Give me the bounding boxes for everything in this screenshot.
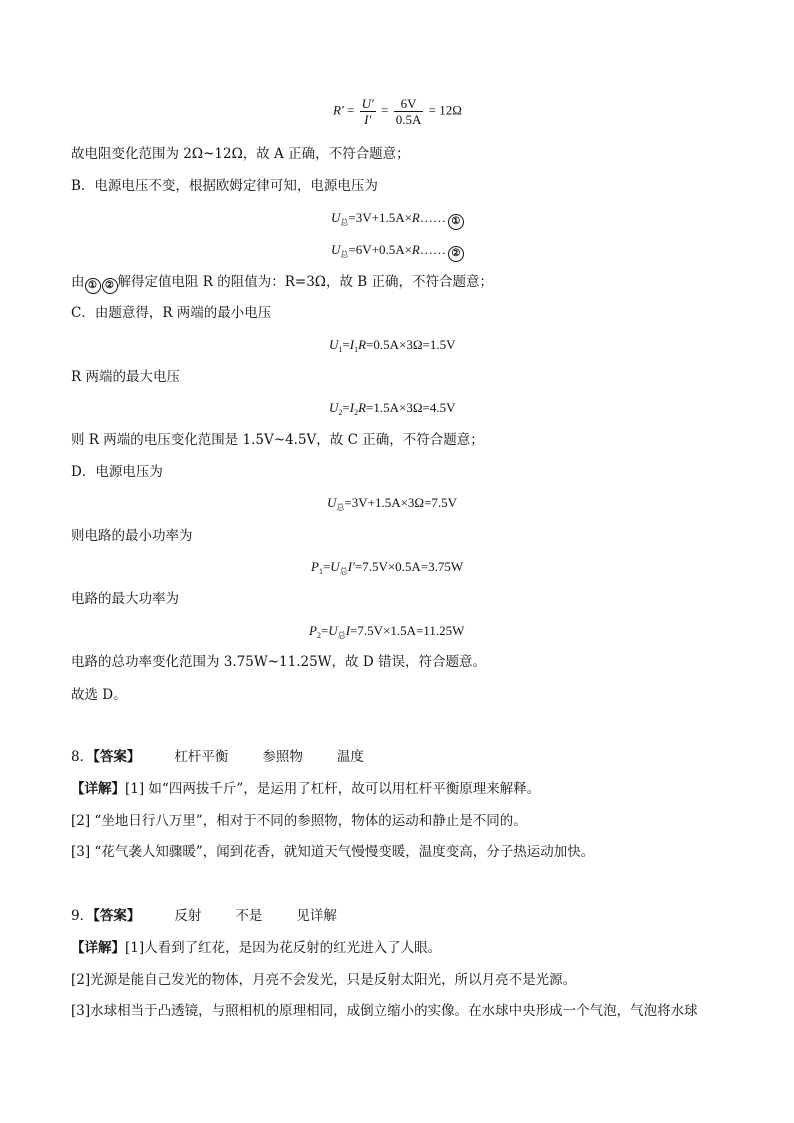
eq-subscript: 总 — [336, 503, 345, 512]
eq-subscript: 1 — [318, 567, 323, 576]
text-line: 则电路的最小功率为 — [71, 528, 193, 544]
answer-tag: 【答案】 — [93, 749, 141, 765]
eq-symbol: P — [309, 623, 317, 638]
eq-symbol: U — [331, 210, 341, 225]
eq-symbol: I — [349, 337, 355, 352]
eq-symbol: I — [349, 400, 355, 415]
fraction-numerator: U′ — [361, 96, 374, 111]
text-line: B．电源电压不变，根据欧姆定律可知，电源电压为 — [71, 178, 378, 194]
detail-text: [1]人看到了红花，是因为花反射的红光进入了人眼。 — [125, 940, 442, 956]
detail-tag: 【详解】 — [71, 781, 125, 797]
equation-5 — [327, 494, 457, 517]
formula-lhs: R′ — [333, 102, 344, 118]
equation-4 — [329, 399, 455, 422]
text-line — [71, 273, 493, 294]
text-line: R 两端的最大电压 — [71, 369, 180, 385]
eq-dots: …… — [419, 242, 446, 257]
text-line: 故电阻变化范围为 2Ω~12Ω，故 A 正确，不符合题意； — [71, 146, 410, 162]
q8-detail-line: [2] “坐地日行八万里”，相对于不同的参照物，物体的运动和静止是不同的。 — [71, 813, 527, 829]
eq-symbol: R — [358, 337, 367, 352]
fraction-denominator: I′ — [364, 112, 372, 127]
eq-dots: …… — [419, 210, 446, 225]
text-fragment: 由 — [71, 274, 85, 290]
detail-tag: 【详解】 — [71, 940, 125, 956]
q9-detail-line — [71, 939, 441, 957]
question-number: 8． — [71, 749, 94, 765]
eq-symbol: R — [411, 210, 420, 225]
circled-number: ② — [448, 246, 464, 262]
eq-text: = — [320, 623, 329, 638]
eq-text: =1.5A×3Ω=4.5V — [366, 400, 456, 415]
text-line: 则 R 两端的电压变化范围是 1.5V~4.5V，故 C 正确，不符合题意； — [71, 432, 484, 448]
formula-equals: = — [347, 102, 355, 118]
eq-symbol: U — [328, 623, 338, 638]
equation-1 — [331, 209, 464, 232]
text-line: C．由题意得，R 两端的最小电压 — [71, 305, 272, 321]
formula-fraction-1 — [360, 96, 376, 127]
formula-rhs: = 12Ω — [428, 102, 462, 118]
eq-subscript: 1 — [338, 345, 343, 354]
question-number: 9． — [71, 908, 94, 924]
eq-subscript: 总 — [339, 567, 348, 576]
circled-number: ① — [448, 214, 464, 230]
eq-subscript: 1 — [354, 345, 359, 354]
circled-number: ① — [85, 278, 101, 294]
eq-subscript: 2 — [316, 631, 321, 640]
equation-2 — [331, 241, 464, 264]
text-line: 故选 D。 — [71, 687, 127, 703]
eq-subscript: 2 — [338, 408, 343, 417]
q8-detail-line — [71, 780, 540, 798]
answer-item: 见详解 — [296, 908, 337, 924]
eq-text: = — [322, 559, 331, 574]
equation-6 — [311, 558, 463, 581]
formula-fraction-2 — [394, 96, 424, 127]
eq-symbol: U — [330, 559, 340, 574]
eq-text: = — [342, 337, 350, 352]
text-fragment: 解得定值电阻 R 的阻值为：R=3Ω，故 B 正确，不符合题意； — [117, 274, 494, 290]
eq-symbol: I′ — [347, 559, 355, 574]
eq-symbol: U — [327, 495, 337, 510]
eq-subscript: 总 — [340, 218, 349, 227]
eq-symbol: R — [358, 400, 367, 415]
eq-symbol: U — [331, 242, 341, 257]
eq-text: =3V+1.5A×3Ω=7.5V — [344, 495, 458, 510]
eq-symbol: P — [311, 559, 319, 574]
eq-text: =7.5V×1.5A=11.25W — [350, 623, 465, 638]
eq-text: = — [342, 400, 350, 415]
equation-3 — [329, 336, 455, 359]
eq-symbol: U — [329, 337, 339, 352]
answer-item: 杠杆平衡 — [174, 749, 229, 765]
eq-text: =3V+1.5A× — [348, 210, 412, 225]
answer-item: 参照物 — [262, 749, 303, 765]
eq-subscript: 总 — [337, 631, 346, 640]
text-line: 电路的最大功率为 — [71, 591, 179, 607]
q8-answer-line — [71, 748, 364, 766]
eq-text: =7.5V×0.5A=3.75W — [354, 559, 464, 574]
answer-item: 不是 — [235, 908, 263, 924]
fraction-numerator: 6V — [394, 96, 424, 112]
eq-text: =0.5A×3Ω=1.5V — [366, 337, 456, 352]
eq-text: =6V+0.5A× — [348, 242, 412, 257]
answer-item: 温度 — [336, 749, 364, 765]
q9-answer-line — [71, 907, 337, 925]
q9-detail-line: [3]水球相当于凸透镜，与照相机的原理相同，成倒立缩小的实像。在水球中央形成一个气泡，气泡将水球 — [71, 1003, 698, 1019]
fraction-denominator: 0.5A — [395, 112, 422, 127]
eq-symbol: R — [411, 242, 420, 257]
detail-text: [1] 如“四两拔千斤”，是运用了杠杆，故可以用杠杆平衡原理来解释。 — [125, 781, 541, 797]
formula-resistance — [333, 96, 462, 127]
answer-tag: 【答案】 — [93, 908, 141, 924]
q8-detail-line: [3] “花气袭人知骤暖”，闻到花香，就知道天气慢慢变暖，温度变高，分子热运动加快。 — [71, 844, 595, 860]
eq-symbol: U — [329, 400, 339, 415]
formula-equals: = — [381, 102, 389, 118]
q9-detail-line: [2]光源是能自己发光的物体，月亮不会发光，只是反射太阳光，所以月亮不是光源。 — [71, 972, 577, 988]
eq-subscript: 2 — [354, 408, 359, 417]
eq-symbol: I — [345, 623, 351, 638]
eq-subscript: 总 — [340, 250, 349, 259]
equation-7 — [309, 622, 464, 645]
answer-item: 反射 — [174, 908, 202, 924]
text-line: D．电源电压为 — [71, 464, 163, 480]
circled-number: ② — [102, 278, 118, 294]
text-line: 电路的总功率变化范围为 3.75W~11.25W，故 D 错误，符合题意。 — [71, 654, 486, 670]
